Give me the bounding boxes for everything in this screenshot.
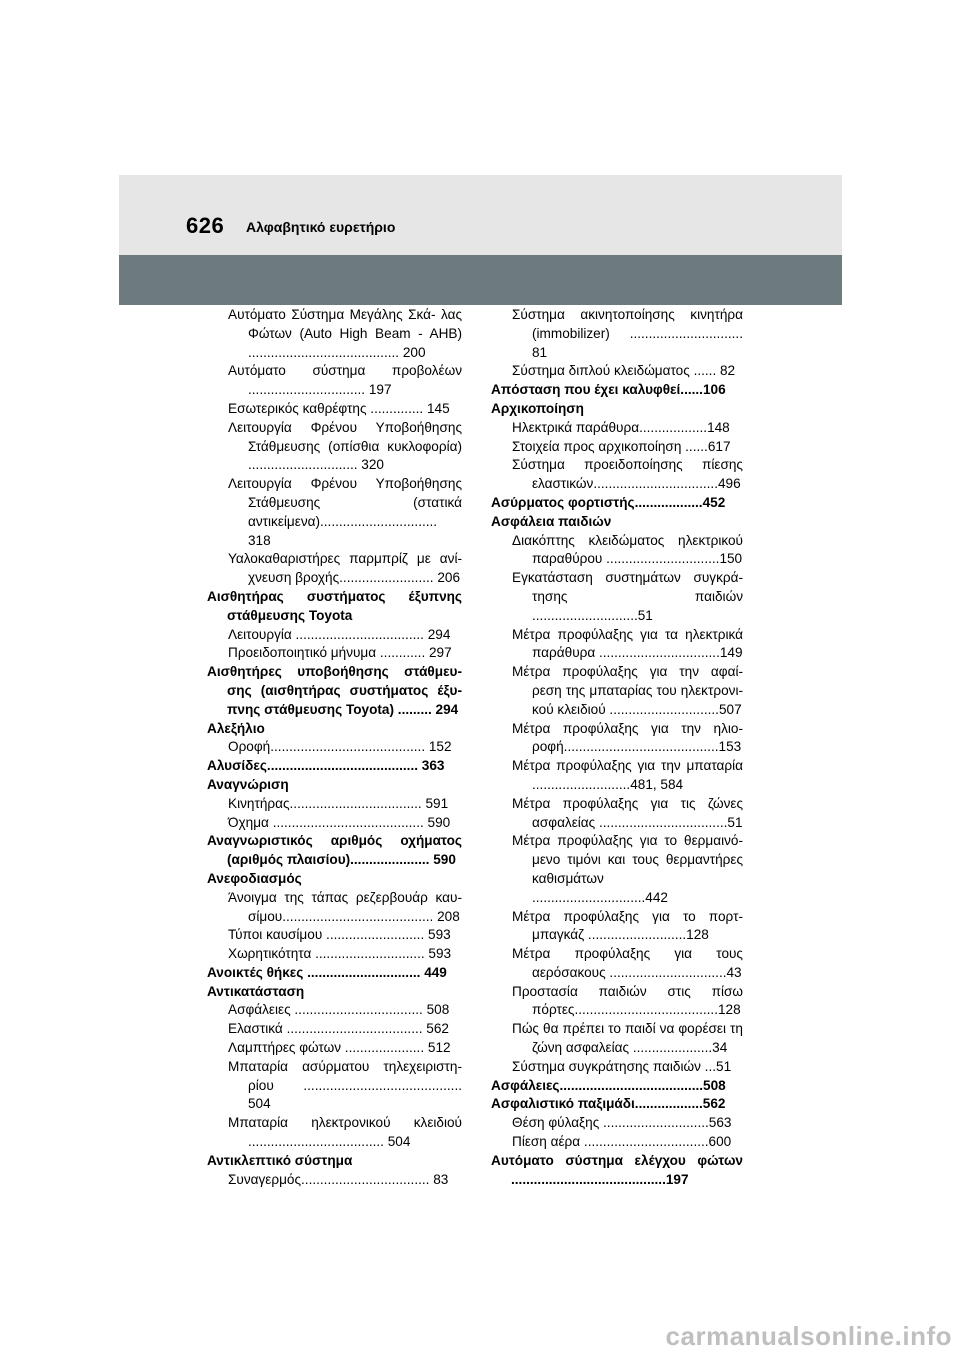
index-heading: Αυτόματο σύστημα ελέγχου φώτων .........................................197 — [491, 1152, 743, 1187]
index-heading: Ανεφοδιασμός — [207, 870, 302, 886]
index-entry: Ασφάλειες .................................. 508 — [228, 1002, 450, 1018]
index-entry: Αυτόματο Σύστημα Μεγάλης Σκά- λας Φώτων (Auto High Beam - AHB) ........................................ 200 — [228, 307, 462, 360]
index-entry: Εγκατάσταση συστημάτων συγκρά- τησης παιδιών ............................51 — [512, 570, 743, 623]
header-band — [119, 175, 842, 255]
index-entry: Ελαστικά .................................... 562 — [228, 1021, 449, 1037]
index-heading: Αισθητήρες υποβοήθησης στάθμευ- σης (αισθητήρας συστήματος έξυ- πνης στάθμευσης Toyota) ......... 294 — [207, 664, 462, 717]
index-entry: Μέτρα προφύλαξης για τα ηλεκτρικά παράθυρα ................................149 — [512, 626, 743, 661]
index-heading: Ανοικτές θήκες .............................. 449 — [207, 964, 447, 980]
index-entry: Πίεση αέρα .................................600 — [512, 1134, 732, 1150]
index-heading: Ασφάλεια παιδιών — [491, 513, 612, 529]
index-column-left — [207, 306, 462, 1189]
index-entry: Μέτρα προφύλαξης για την αφαί- ρεση της μπαταρίας του ηλεκτρονι- κού κλειδιού .............................507 — [512, 664, 743, 717]
index-heading: Ασφάλειες......................................508 — [491, 1077, 726, 1093]
index-entry: Πώς θα πρέπει το παιδί να φορέσει τη ζώνη ασφαλείας .....................34 — [512, 1021, 743, 1056]
header-dark-band — [119, 255, 842, 305]
watermark: carmanualsonline.info — [665, 1321, 952, 1351]
index-entry: Ηλεκτρικά παράθυρα..................148 — [512, 419, 730, 435]
index-heading: Αισθητήρας συστήματος έξυπνης στάθμευσης Toyota — [207, 588, 462, 623]
index-entry: Αυτόματο σύστημα προβολέων ............................... 197 — [228, 363, 462, 398]
index-entry: Υαλοκαθαριστήρες παρμπρίζ με ανί- χνευση βροχής......................... 206 — [228, 551, 462, 586]
index-entry: Όχημα ........................................ 590 — [228, 814, 451, 830]
index-entry: Άνοιγμα της τάπας ρεζερβουάρ καυ- σίμου........................................ 208 — [228, 889, 462, 924]
index-heading: Αναγνώριση — [207, 776, 289, 792]
index-entry: Οροφή......................................... 152 — [228, 739, 452, 755]
index-entry: Προειδοποιητικό μήνυμα ............ 297 — [228, 645, 452, 661]
index-heading: Αντικατάσταση — [207, 983, 305, 999]
section-title: Αλφαβητικό ευρετήριο — [246, 219, 396, 235]
index-entry: Διακόπτης κλειδώματος ηλεκτρικού παραθύρου ..............................150 — [512, 532, 743, 567]
index-entry: Μέτρα προφύλαξης για το θερμαινό- μενο τιμόνι και τους θερμαντήρες καθισμάτων ..............................442 — [512, 833, 743, 905]
index-entry: Μέτρα προφύλαξης για τις ζώνες ασφαλείας ..................................51 — [512, 795, 743, 830]
index-column-right — [491, 306, 743, 1189]
index-entry: Λειτουργία .................................. 294 — [228, 626, 451, 642]
index-heading: Αρχικοποίηση — [491, 400, 584, 416]
index-entry: Σύστημα συγκράτησης παιδιών ...51 — [512, 1058, 732, 1074]
index-heading: Ασφαλιστικό παξιμάδι..................562 — [491, 1096, 726, 1112]
index-entry: Σύστημα ακινητοποίησης κινητήρα (immobilizer) .............................. 81 — [512, 307, 743, 360]
index-entry: Προστασία παιδιών στις πίσω πόρτες......................................128 — [512, 983, 743, 1018]
index-heading: Αντικλεπτικό σύστημα — [207, 1152, 353, 1168]
index-heading: Ασύρματος φορτιστής..................452 — [491, 494, 726, 510]
index-entry: Λειτουργία Φρένου Υποβοήθησης Στάθμευσης (οπίσθια κυκλοφορία) ............................. 320 — [228, 419, 462, 473]
index-entry: Συναγερμός.................................. 83 — [228, 1171, 449, 1187]
index-entry: Μέτρα προφύλαξης για την μπαταρία ..........................481, 584 — [512, 758, 743, 792]
index-entry: Μέτρα προφύλαξης για τους αερόσακους ...............................43 — [512, 946, 743, 980]
index-entry: Θέση φύλαξης ............................563 — [512, 1115, 732, 1131]
index-heading: Αλυσίδες........................................ 363 — [207, 758, 445, 774]
index-entry: Σύστημα προειδοποίησης πίεσης ελαστικών.................................496 — [512, 457, 743, 492]
index-heading: Αναγνωριστικός αριθμός οχήματος (αριθμός πλαισίου)..................... 590 — [207, 833, 462, 868]
index-entry: Κινητήρας................................... 591 — [228, 795, 449, 811]
index-entry: Στοιχεία προς αρχικοποίηση ......617 — [512, 438, 731, 454]
index-entry: Χωρητικότητα ............................. 593 — [228, 946, 452, 962]
index-entry: Σύστημα διπλού κλειδώματος ...... 82 — [512, 363, 736, 379]
index-entry: Μπαταρία ασύρματου τηλεχειριστη- ρίου .......................................... 504 — [228, 1058, 462, 1112]
index-heading: Απόσταση που έχει καλυφθεί......106 — [491, 382, 726, 398]
index-heading: Αλεξήλιο — [207, 720, 265, 736]
index-entry: Μέτρα προφύλαξης για το πορτ-μπαγκάζ ..........................128 — [512, 908, 743, 943]
index-entry: Λαμπτήρες φώτων ..................... 512 — [228, 1040, 451, 1056]
index-entry: Εσωτερικός καθρέφτης .............. 145 — [228, 400, 450, 416]
index-entry: Μέτρα προφύλαξης για την ηλιο- ροφή.........................................153 — [512, 720, 743, 755]
index-entry: Τύποι καυσίμου .......................... 593 — [228, 927, 451, 943]
index-entry: Μπαταρία ηλεκτρονικού κλειδιού .................................... 504 — [228, 1115, 462, 1150]
index-entry: Λειτουργία Φρένου Υποβοήθησης Στάθμευσης (στατικά αντικείμενα)............................... 318 — [228, 476, 462, 548]
page-number: 626 — [186, 213, 225, 238]
